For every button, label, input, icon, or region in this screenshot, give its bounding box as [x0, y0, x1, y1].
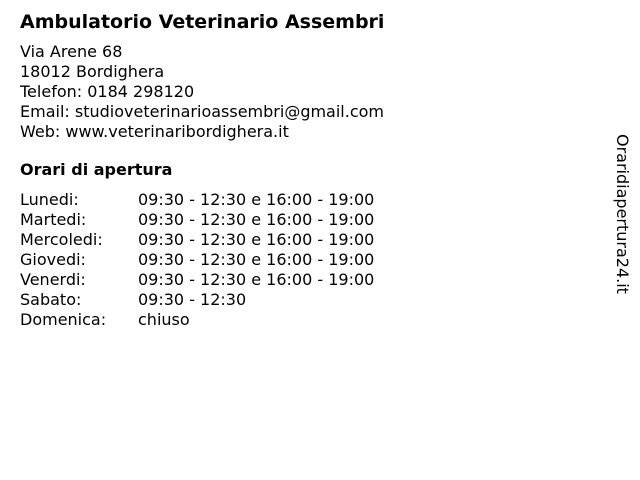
opening-hours-title: Orari di apertura	[20, 160, 173, 179]
email-row	[20, 102, 600, 122]
day-label: Giovedi:	[20, 250, 86, 269]
day-hours: 09:30 - 12:30 e 16:00 - 19:00	[138, 270, 375, 289]
hours-row-friday	[20, 270, 374, 290]
address-city: 18012 Bordighera	[20, 62, 165, 81]
day-hours: 09:30 - 12:30 e 16:00 - 19:00	[138, 250, 375, 269]
day-label: Domenica:	[20, 310, 107, 329]
hours-row-monday	[20, 190, 374, 210]
opening-hours-table	[20, 190, 374, 330]
hours-row-tuesday	[20, 210, 374, 230]
day-hours: chiuso	[138, 310, 190, 329]
web-url[interactable]: www.veterinaribordighera.it	[65, 122, 289, 141]
email-address[interactable]: studioveterinarioassembri@gmail.com	[74, 102, 385, 121]
business-card	[20, 10, 600, 330]
email-label: Email:	[20, 102, 70, 121]
hours-row-wednesday	[20, 230, 374, 250]
hours-row-sunday	[20, 310, 374, 330]
day-hours: 09:30 - 12:30 e 16:00 - 19:00	[138, 190, 375, 209]
day-hours: 09:30 - 12:30	[138, 290, 247, 309]
hours-row-saturday	[20, 290, 374, 310]
phone-number[interactable]: 0184 298120	[87, 82, 195, 101]
hours-row-thursday	[20, 250, 374, 270]
day-hours: 09:30 - 12:30 e 16:00 - 19:00	[138, 210, 375, 229]
phone-label: Telefon:	[20, 82, 83, 101]
address-street: Via Arene 68	[20, 42, 123, 61]
day-hours: 09:30 - 12:30 e 16:00 - 19:00	[138, 230, 375, 249]
day-label: Mercoledi:	[20, 230, 103, 249]
phone-row	[20, 82, 600, 102]
day-label: Lunedi:	[20, 190, 79, 209]
day-label: Sabato:	[20, 290, 82, 309]
watermark-site-name: Oraridiapertura24.it	[613, 134, 632, 294]
web-label: Web:	[20, 122, 61, 141]
day-label: Martedi:	[20, 210, 87, 229]
business-name: Ambulatorio Veterinario Assembri	[20, 11, 385, 33]
web-row	[20, 122, 600, 142]
day-label: Venerdi:	[20, 270, 86, 289]
